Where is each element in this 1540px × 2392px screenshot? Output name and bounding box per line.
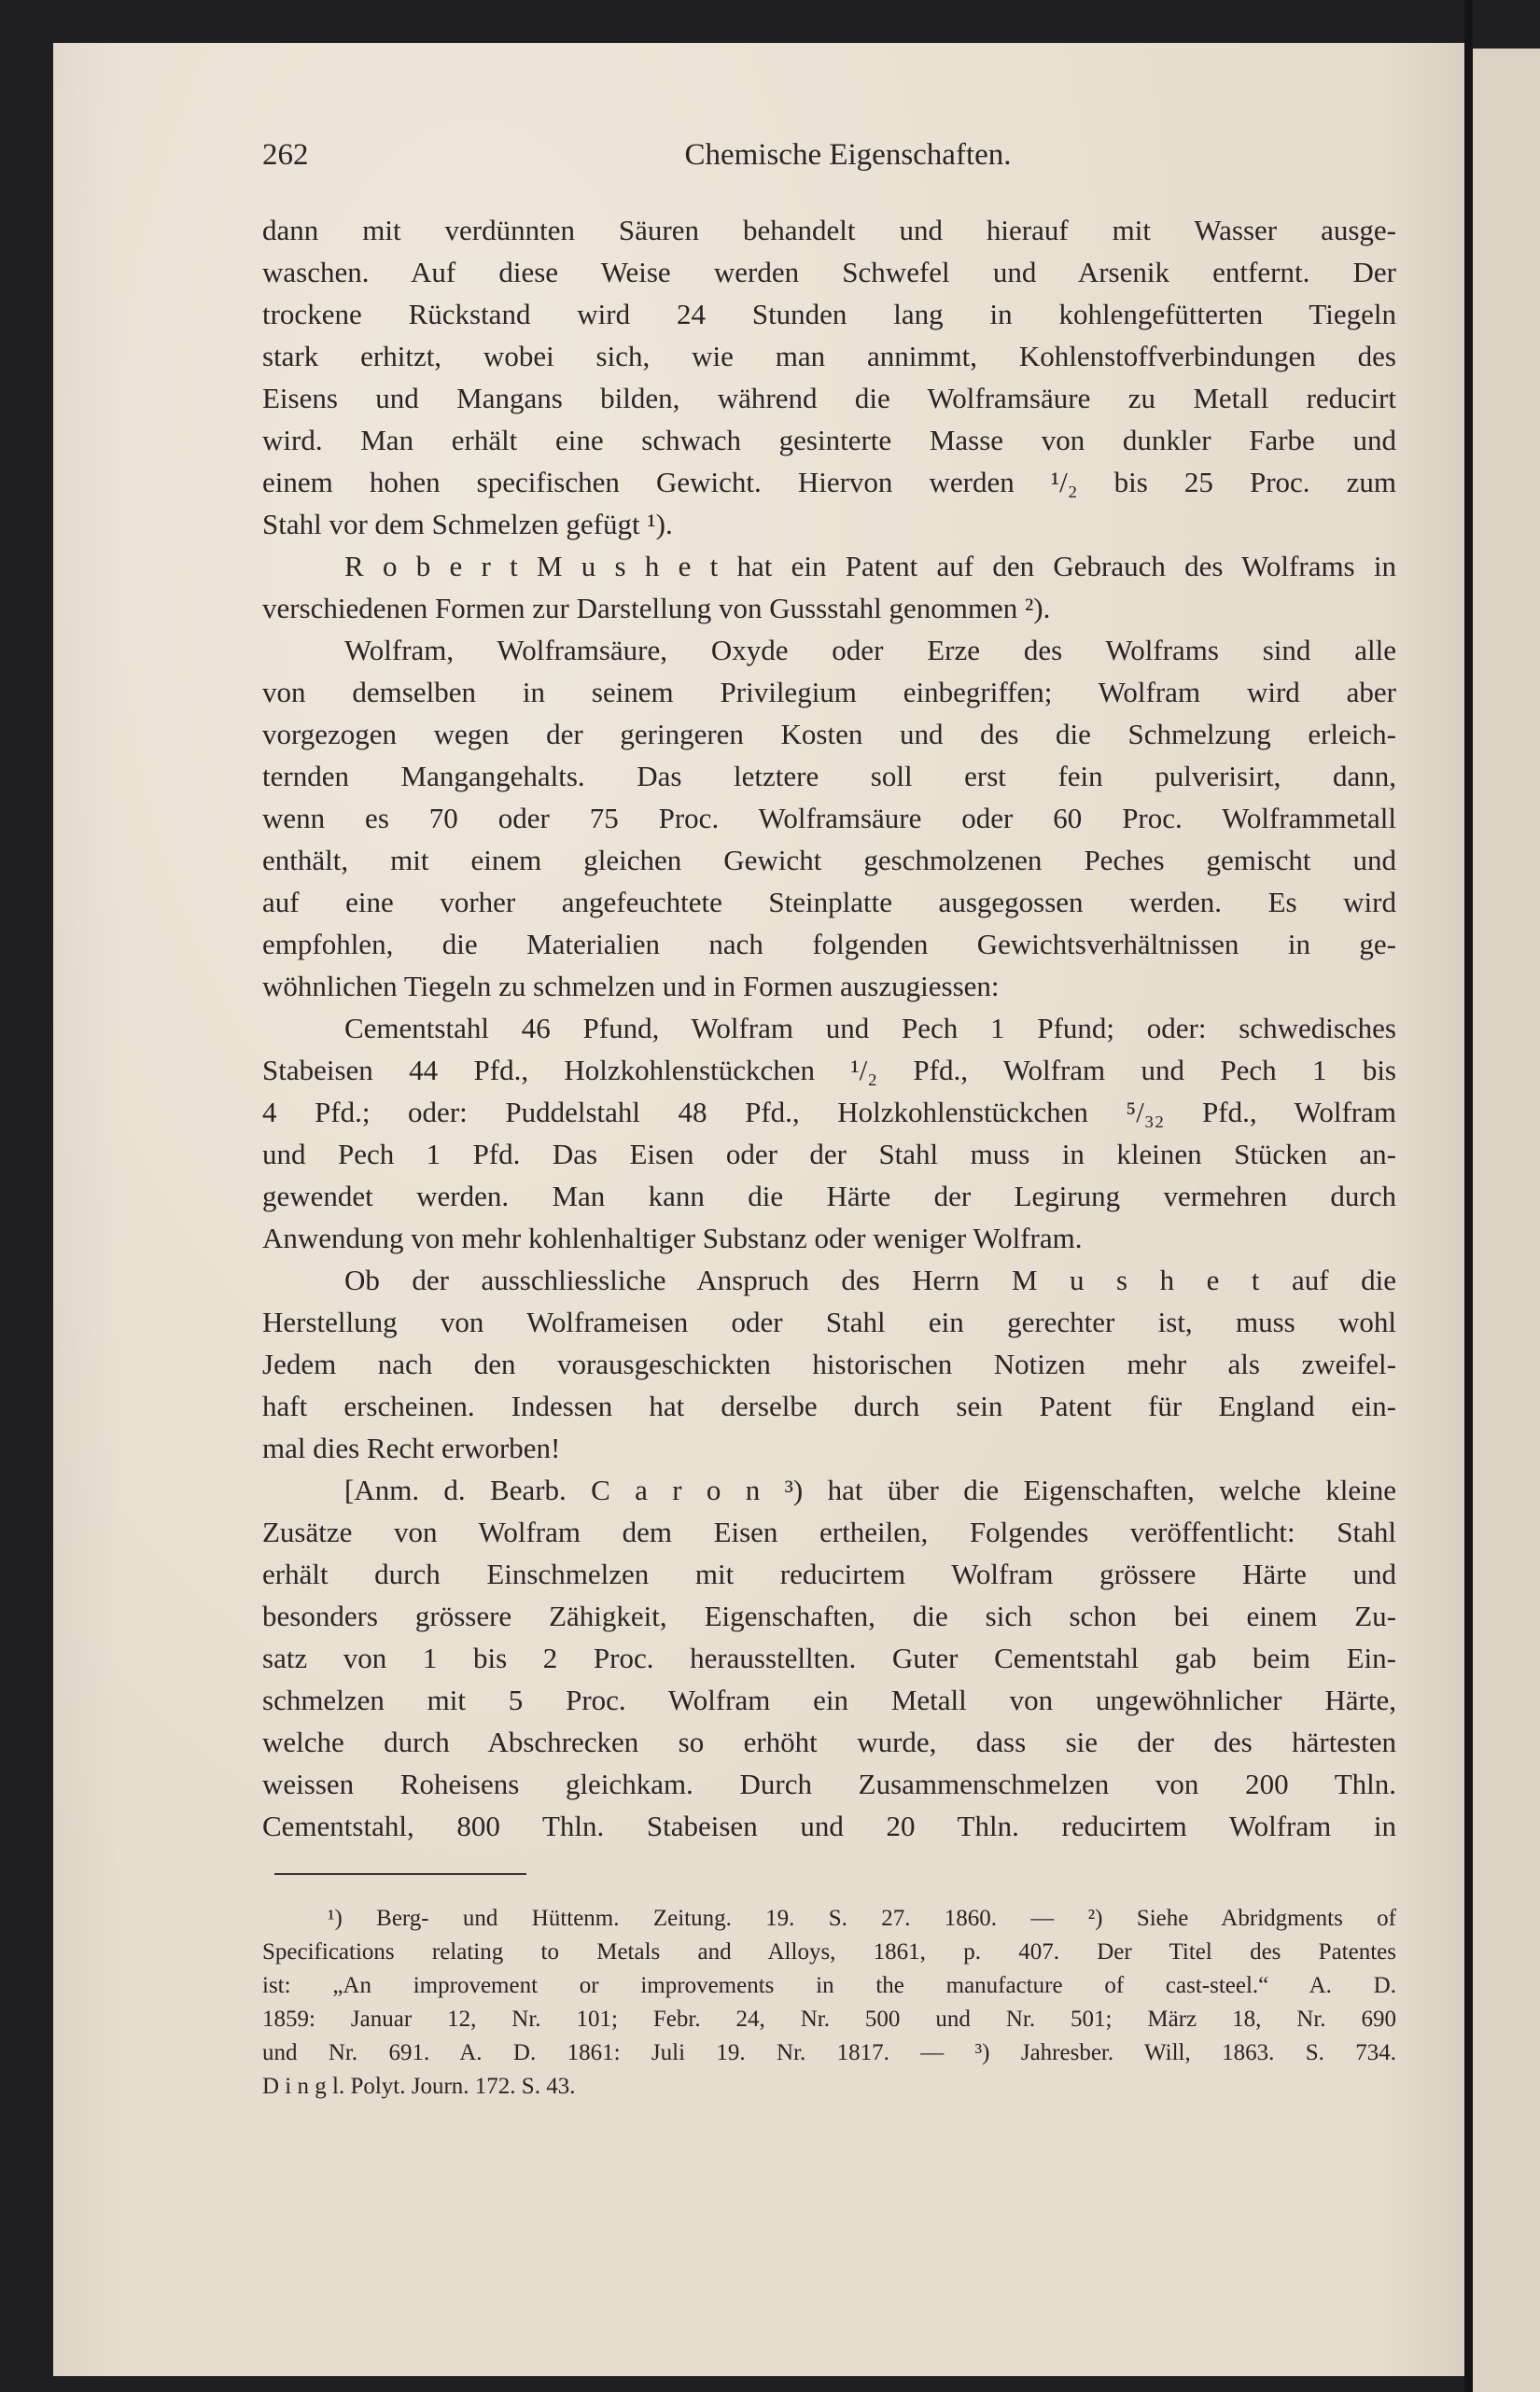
text-line: ternden Mangangehalts. Das letztere soll erst fein pulverisirt, dann, [262, 760, 1396, 792]
book-gutter [1464, 0, 1473, 2392]
text-line: Anwendung von mehr kohlenhaltiger Substanz oder weniger Wolfram. [262, 1222, 1083, 1254]
body-text [262, 209, 1396, 1847]
text-line: wenn es 70 oder 75 Proc. Wolframsäure oder 60 Proc. Wolframmetall [262, 802, 1396, 834]
running-title: Chemische Eigenschaften. [684, 138, 1012, 172]
page-header [262, 138, 1396, 179]
footnotes [262, 1902, 1396, 2104]
text-line: verschiedenen Formen zur Darstellung von Gussstahl genommen ²). [262, 592, 1051, 624]
text-line: Zusätze von Wolfram dem Eisen ertheilen, Folgendes veröffentlicht: Stahl [262, 1516, 1396, 1548]
text-line: und Pech 1 Pfd. Das Eisen oder der Stahl muss in kleinen Stücken an- [262, 1138, 1396, 1170]
text-line: Jedem nach den vorausgeschickten historischen Notizen mehr als zweifel- [262, 1348, 1396, 1380]
text-line: weissen Roheisens gleichkam. Durch Zusammenschmelzen von 200 Thln. [262, 1768, 1396, 1800]
text-line: gewendet werden. Man kann die Härte der Legirung vermehren durch [262, 1180, 1396, 1212]
footnote-line: D i n g l. Polyt. Journ. 172. S. 43. [262, 2074, 576, 2099]
text-line: auf eine vorher angefeuchtete Steinplatte ausgegossen werden. Es wird [262, 886, 1396, 918]
text-line: Wolfram, Wolframsäure, Oxyde oder Erze des Wolframs sind alle [344, 634, 1396, 666]
footnote-separator [274, 1873, 526, 1875]
text-line: Stahl vor dem Schmelzen gefügt ¹). [262, 508, 673, 540]
footnote-line: 1859: Januar 12, Nr. 101; Febr. 24, Nr. 500 und Nr. 501; März 18, Nr. 690 [262, 2007, 1396, 2032]
footnote-line: und Nr. 691. A. D. 1861: Juli 19. Nr. 1817. — ³) Jahresber. Will, 1863. S. 734. [262, 2040, 1396, 2065]
text-line: stark erhitzt, wobei sich, wie man annimmt, Kohlenstoffverbindungen des [262, 340, 1396, 372]
text-line: Eisens und Mangans bilden, während die Wolframsäure zu Metall reducirt [262, 382, 1396, 414]
text-line: Cementstahl 46 Pfund, Wolfram und Pech 1 Pfund; oder: schwedisches [344, 1012, 1396, 1044]
text-line: erhält durch Einschmelzen mit reducirtem Wolfram grössere Härte und [262, 1558, 1396, 1590]
text-line: waschen. Auf diese Weise werden Schwefel und Arsenik entfernt. Der [262, 256, 1396, 288]
text-line: Ob der ausschliessliche Anspruch des Herrn M u s h e t auf die [344, 1264, 1396, 1296]
text-line: R o b e r t M u s h e t hat ein Patent auf den Gebrauch des Wolframs in [344, 550, 1396, 582]
text-line: besonders grössere Zähigkeit, Eigenschaften, die sich schon bei einem Zu- [262, 1600, 1396, 1632]
footnote-line: ist: „An improvement or improvements in the manufacture of cast-steel.“ A. D. [262, 1973, 1396, 1998]
text-line: mal dies Recht erworben! [262, 1432, 561, 1464]
text-line: wird. Man erhält eine schwach gesinterte Masse von dunkler Farbe und [262, 424, 1396, 456]
text-line: dann mit verdünnten Säuren behandelt und hierauf mit Wasser ausge- [262, 214, 1396, 246]
text-line: Stabeisen 44 Pfd., Holzkohlenstückchen ¹/₂ Pfd., Wolfram und Pech 1 bis [262, 1054, 1396, 1086]
text-line: vorgezogen wegen der geringeren Kosten und des die Schmelzung erleich- [262, 718, 1396, 750]
adjacent-page-edge [1473, 49, 1540, 2392]
text-line: welche durch Abschrecken so erhöht wurde, dass sie der des härtesten [262, 1726, 1396, 1758]
page-number: 262 [262, 138, 309, 172]
text-line: Herstellung von Wolframeisen oder Stahl ein gerechter ist, muss wohl [262, 1306, 1396, 1338]
footnote-line: ¹) Berg- und Hüttenm. Zeitung. 19. S. 27. 1860. — ²) Siehe Abridgments of [328, 1906, 1396, 1931]
text-line: einem hohen specifischen Gewicht. Hiervon werden ¹/₂ bis 25 Proc. zum [262, 466, 1396, 498]
text-line: enthält, mit einem gleichen Gewicht geschmolzenen Peches gemischt und [262, 844, 1396, 876]
text-line: haft erscheinen. Indessen hat derselbe durch sein Patent für England ein- [262, 1390, 1396, 1422]
text-line: schmelzen mit 5 Proc. Wolfram ein Metall von ungewöhnlicher Härte, [262, 1684, 1396, 1716]
text-line: von demselben in seinem Privilegium einbegriffen; Wolfram wird aber [262, 676, 1396, 708]
text-line: satz von 1 bis 2 Proc. herausstellten. Guter Cementstahl gab beim Ein- [262, 1642, 1396, 1674]
text-line: wöhnlichen Tiegeln zu schmelzen und in Formen auszugiessen: [262, 970, 1000, 1002]
text-line: empfohlen, die Materialien nach folgenden Gewichtsverhältnissen in ge- [262, 928, 1396, 960]
text-line: 4 Pfd.; oder: Puddelstahl 48 Pfd., Holzkohlenstückchen ⁵/₃₂ Pfd., Wolfram [262, 1096, 1396, 1128]
text-line: [Anm. d. Bearb. C a r o n ³) hat über die Eigenschaften, welche kleine [344, 1474, 1396, 1506]
text-line: Cementstahl, 800 Thln. Stabeisen und 20 Thln. reducirtem Wolfram in [262, 1810, 1396, 1842]
footnote-line: Specifications relating to Metals and Alloys, 1861, p. 407. Der Titel des Patentes [262, 1939, 1396, 1965]
text-line: trockene Rückstand wird 24 Stunden lang in kohlengefütterten Tiegeln [262, 298, 1396, 330]
